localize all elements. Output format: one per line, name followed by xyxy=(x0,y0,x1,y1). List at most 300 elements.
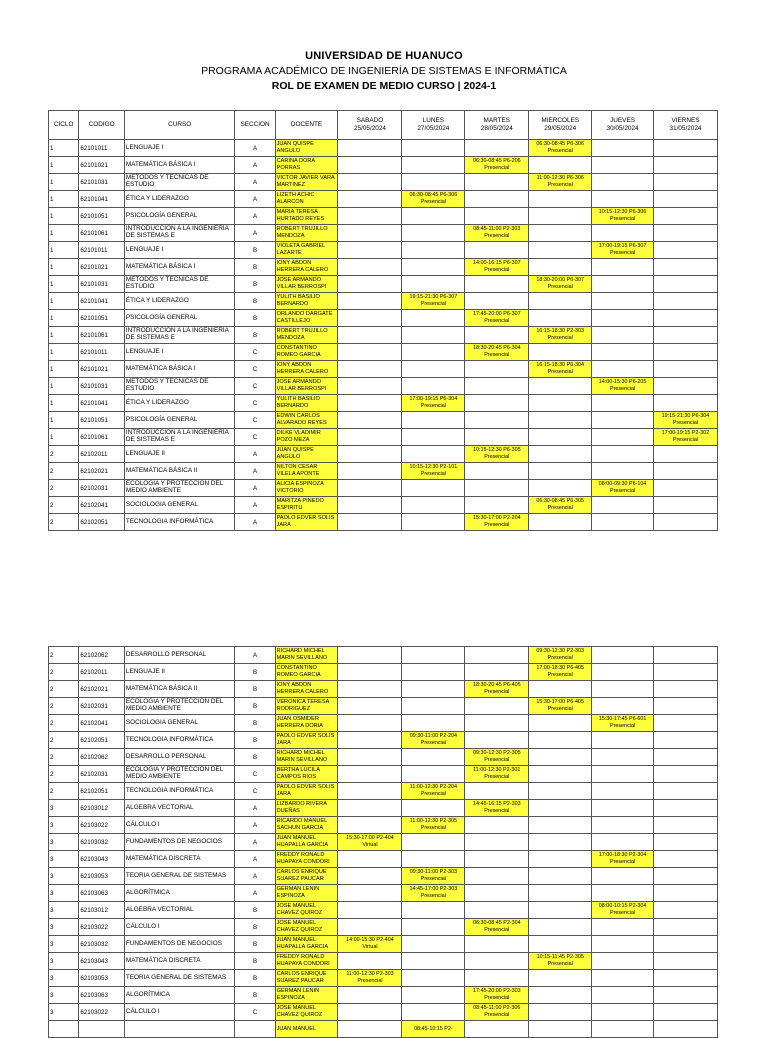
cell-ciclo: 2 xyxy=(49,497,79,514)
cell-exam-slot xyxy=(592,395,654,412)
cell-exam-slot xyxy=(592,1021,654,1038)
cell-ciclo: 3 xyxy=(49,851,79,868)
table-row xyxy=(49,868,718,885)
cell-seccion: A xyxy=(235,497,275,514)
cell-ciclo: 1 xyxy=(49,191,79,208)
cell-exam-slot xyxy=(338,953,402,970)
cell-docente: YULITH BASILIO BERNARDO xyxy=(275,293,338,310)
col-day-viernes xyxy=(653,111,717,140)
cell-seccion: A xyxy=(235,647,275,664)
cell-exam-slot xyxy=(592,766,654,783)
cell-ciclo: 1 xyxy=(49,361,79,378)
cell-exam-slot: 06:30-08:45 P6-206 Presencial xyxy=(465,157,529,174)
cell-exam-slot xyxy=(653,225,717,242)
cell-docente: ORLANDO DARGATE CASTILLEJO xyxy=(275,310,338,327)
cell-exam-slot: 06:30-08:45 P6-306 Presencial xyxy=(402,191,465,208)
cell-codigo: 62101011 xyxy=(79,242,125,259)
cell-seccion: B xyxy=(235,310,275,327)
cell-exam-slot xyxy=(338,293,402,310)
cell-codigo: 62101061 xyxy=(79,327,125,344)
cell-codigo: 62101061 xyxy=(79,429,125,446)
cell-codigo: 62101031 xyxy=(79,276,125,293)
cell-exam-slot xyxy=(529,395,592,412)
cell-curso: MATEMÁTICA DISCRETA xyxy=(124,953,235,970)
cell-ciclo: 1 xyxy=(49,140,79,157)
cell-curso: PSICOLOGÍA GENERAL xyxy=(124,208,235,225)
cell-exam-slot xyxy=(592,327,654,344)
cell-docente: JUAN OSMIDER HERRERA DORIA xyxy=(275,715,338,732)
cell-exam-slot xyxy=(653,902,717,919)
cell-curso: LENGUAJE I xyxy=(124,242,235,259)
cell-codigo: 62103012 xyxy=(79,800,125,817)
cell-exam-slot xyxy=(465,732,529,749)
cell-exam-slot xyxy=(653,242,717,259)
cell-seccion: A xyxy=(235,140,275,157)
table-row xyxy=(49,225,718,242)
cell-exam-slot xyxy=(338,242,402,259)
cell-docente: LIZBARDO RIVERA DUEÑAS xyxy=(275,800,338,817)
cell-exam-slot: 15:30-17:00 P6-405 Presencial xyxy=(529,698,592,715)
cell-seccion: C xyxy=(235,783,275,800)
cell-codigo: 62102051 xyxy=(79,732,125,749)
cell-exam-slot xyxy=(338,157,402,174)
table-body-1 xyxy=(49,140,718,531)
day-date: 28/05/2024 xyxy=(480,125,513,132)
cell-exam-slot xyxy=(465,361,529,378)
cell-exam-slot xyxy=(402,412,465,429)
cell-exam-slot xyxy=(338,378,402,395)
cell-docente: ROBERT TRUJILLO MENDOZA xyxy=(275,225,338,242)
day-date: 31/05/2024 xyxy=(669,125,702,132)
cell-codigo: 62103022 xyxy=(79,919,125,936)
cell-exam-slot xyxy=(338,361,402,378)
cell-exam-slot xyxy=(653,647,717,664)
cell-ciclo: 3 xyxy=(49,987,79,1004)
cell-codigo: 62102021 xyxy=(79,681,125,698)
cell-ciclo: 3 xyxy=(49,1004,79,1021)
cell-ciclo: 1 xyxy=(49,208,79,225)
cell-exam-slot xyxy=(529,293,592,310)
cell-ciclo: 1 xyxy=(49,344,79,361)
cell-exam-slot xyxy=(402,310,465,327)
cell-codigo: 62102011 xyxy=(79,664,125,681)
cell-exam-slot xyxy=(592,919,654,936)
cell-docente: GERMAN LENIN ESPINOZA xyxy=(275,885,338,902)
cell-exam-slot xyxy=(653,919,717,936)
cell-exam-slot: 14:45-16:15 P2-303 Presencial xyxy=(465,800,529,817)
table-row xyxy=(49,851,718,868)
cell-exam-slot xyxy=(402,140,465,157)
cell-seccion: C xyxy=(235,766,275,783)
cell-exam-slot xyxy=(592,783,654,800)
cell-codigo: 62103063 xyxy=(79,987,125,1004)
table-row xyxy=(49,446,718,463)
cell-exam-slot xyxy=(465,834,529,851)
cell-exam-slot xyxy=(465,140,529,157)
cell-exam-slot xyxy=(402,157,465,174)
cell-docente: CARLOS ENRIQUE SUAREZ PAUCAR xyxy=(275,868,338,885)
cell-codigo: 62103022 xyxy=(79,817,125,834)
cell-exam-slot xyxy=(338,800,402,817)
cell-exam-slot xyxy=(592,497,654,514)
cell-exam-slot xyxy=(465,293,529,310)
cell-seccion: B xyxy=(235,919,275,936)
cell-seccion: B xyxy=(235,732,275,749)
cell-exam-slot xyxy=(402,259,465,276)
cell-exam-slot xyxy=(402,715,465,732)
cell-docente: BERTHA LUCILA CAMPOS RIOS xyxy=(275,766,338,783)
cell-exam-slot xyxy=(592,800,654,817)
cell-exam-slot xyxy=(653,327,717,344)
cell-exam-slot xyxy=(592,225,654,242)
cell-codigo: 62101021 xyxy=(79,259,125,276)
cell-exam-slot xyxy=(338,664,402,681)
cell-exam-slot xyxy=(592,987,654,1004)
table-row xyxy=(49,310,718,327)
cell-exam-slot xyxy=(592,817,654,834)
cell-docente: CARLOS ENRIQUE SUAREZ PAUCAR xyxy=(275,970,338,987)
cell-exam-slot xyxy=(402,497,465,514)
cell-seccion: B xyxy=(235,242,275,259)
cell-exam-slot xyxy=(402,953,465,970)
cell-codigo: 62102031 xyxy=(79,480,125,497)
cell-exam-slot xyxy=(338,140,402,157)
cell-ciclo: 2 xyxy=(49,446,79,463)
table-row xyxy=(49,208,718,225)
cell-curso: DESARROLLO PERSONAL xyxy=(124,749,235,766)
cell-exam-slot: 09:30-12:30 P2-303 Presencial xyxy=(529,647,592,664)
cell-exam-slot xyxy=(402,766,465,783)
cell-seccion: B xyxy=(235,970,275,987)
cell-exam-slot xyxy=(653,378,717,395)
cell-exam-slot xyxy=(529,157,592,174)
cell-codigo: 62102062 xyxy=(79,749,125,766)
cell-ciclo: 2 xyxy=(49,681,79,698)
cell-curso: ECOLOGIA Y PROTECCION DEL MEDIO AMBIENTE xyxy=(124,480,235,497)
cell-exam-slot xyxy=(402,446,465,463)
table-row xyxy=(49,361,718,378)
cell-exam-slot xyxy=(529,378,592,395)
cell-seccion: A xyxy=(235,514,275,531)
cell-docente: RICHARD MICHEL MARIN SEVILLANO xyxy=(275,749,338,766)
cell-exam-slot xyxy=(402,361,465,378)
cell-seccion: C xyxy=(235,429,275,446)
day-name: MIERCOLES xyxy=(541,117,580,124)
table-body-2 xyxy=(49,647,718,1038)
cell-exam-slot xyxy=(592,514,654,531)
cell-exam-slot: 18:30-20:00 P6-307 Presencial xyxy=(529,276,592,293)
col-docente: DOCENTE xyxy=(275,111,338,140)
cell-exam-slot xyxy=(338,681,402,698)
cell-seccion: C xyxy=(235,344,275,361)
cell-exam-slot xyxy=(529,681,592,698)
cell-curso: MATEMÁTICA BÁSICA I xyxy=(124,361,235,378)
cell-exam-slot xyxy=(653,157,717,174)
cell-ciclo: 2 xyxy=(49,749,79,766)
cell-seccion: A xyxy=(235,834,275,851)
cell-exam-slot: 11:00-12:30 P6-306 Presencial xyxy=(529,174,592,191)
cell-curso: FUNDAMENTOS DE NEGOCIOS xyxy=(124,834,235,851)
cell-curso: METODOS Y TECNICAS DE ESTUDIO xyxy=(124,378,235,395)
cell-seccion: C xyxy=(235,378,275,395)
cell-exam-slot xyxy=(592,970,654,987)
col-day-martes xyxy=(465,111,529,140)
cell-exam-slot xyxy=(338,698,402,715)
table-row xyxy=(49,749,718,766)
day-date: 29/05/2024 xyxy=(544,125,577,132)
cell-codigo: 62101031 xyxy=(79,378,125,395)
cell-exam-slot: 17:00-19:15 P6-304 Presencial xyxy=(402,395,465,412)
cell-exam-slot: 16:15-18:30 P2-303 Presencial xyxy=(529,327,592,344)
cell-exam-slot: 14:00-15:30 P6-205 Presencial xyxy=(592,378,654,395)
cell-curso: SOCIOLOGIA GENERAL xyxy=(124,715,235,732)
cell-exam-slot xyxy=(653,732,717,749)
cell-docente: JOSE ARMANDO VILLAR BERROSPI xyxy=(275,276,338,293)
cell-exam-slot xyxy=(338,1021,402,1038)
table-row xyxy=(49,344,718,361)
cell-seccion: C xyxy=(235,412,275,429)
cell-curso: ALGORÍTMICA xyxy=(124,885,235,902)
cell-exam-slot xyxy=(592,140,654,157)
cell-exam-slot xyxy=(653,480,717,497)
cell-docente: LIZETH ACHIC ALARCON xyxy=(275,191,338,208)
cell-docente: JOSE ARMANDO VILLAR BERROSPI xyxy=(275,378,338,395)
cell-exam-slot xyxy=(529,191,592,208)
day-name: LUNES xyxy=(422,117,445,124)
cell-curso: ECOLOGIA Y PROTECCION DEL MEDIO AMBIENTE xyxy=(124,766,235,783)
cell-exam-slot xyxy=(529,225,592,242)
cell-exam-slot xyxy=(653,953,717,970)
cell-ciclo xyxy=(49,1021,79,1038)
cell-ciclo: 2 xyxy=(49,698,79,715)
col-day-jueves xyxy=(592,111,654,140)
col-seccion: SECCION xyxy=(235,111,275,140)
cell-exam-slot xyxy=(402,851,465,868)
col-curso: CURSO xyxy=(124,111,235,140)
cell-curso: DESARROLLO PERSONAL xyxy=(124,647,235,664)
cell-exam-slot xyxy=(592,310,654,327)
cell-exam-slot xyxy=(465,412,529,429)
cell-exam-slot xyxy=(402,429,465,446)
cell-curso: MATEMÁTICA BÁSICA II xyxy=(124,463,235,480)
cell-docente: FREDDY RONALD HUAPAYA CONDORI xyxy=(275,851,338,868)
cell-exam-slot: 09:30-11:00 P2-303 Presencial xyxy=(402,868,465,885)
cell-exam-slot xyxy=(653,1021,717,1038)
cell-seccion: B xyxy=(235,902,275,919)
cell-exam-slot xyxy=(402,208,465,225)
cell-exam-slot xyxy=(653,208,717,225)
cell-exam-slot xyxy=(465,208,529,225)
cell-exam-slot xyxy=(338,749,402,766)
cell-exam-slot xyxy=(592,157,654,174)
cell-codigo: 62101021 xyxy=(79,361,125,378)
cell-docente: MARIA TERESA HURTADO REYES xyxy=(275,208,338,225)
cell-exam-slot xyxy=(653,1004,717,1021)
cell-exam-slot xyxy=(338,715,402,732)
exam-schedule-table-2 xyxy=(48,646,718,1038)
cell-docente: YULITH BASILIO BERNARDO xyxy=(275,395,338,412)
cell-exam-slot xyxy=(338,344,402,361)
cell-exam-slot xyxy=(402,242,465,259)
cell-curso: ALGORÍTMICA xyxy=(124,987,235,1004)
cell-exam-slot: 06:30-08:45 P2-304 Presencial xyxy=(465,919,529,936)
cell-codigo: 62103063 xyxy=(79,885,125,902)
cell-curso xyxy=(124,1021,235,1038)
program-name: PROGRAMA ACADÉMICO DE INGENIERÍA DE SISTEMAS E INFORMÁTICA xyxy=(201,65,567,77)
cell-exam-slot xyxy=(402,800,465,817)
cell-docente: JUAN QUISPE ANGULO xyxy=(275,446,338,463)
cell-exam-slot: 14:00-15:30 P2-404 Virtual xyxy=(338,936,402,953)
cell-exam-slot xyxy=(465,429,529,446)
cell-curso: METODOS Y TECNICAS DE ESTUDIO xyxy=(124,276,235,293)
cell-exam-slot xyxy=(338,412,402,429)
cell-exam-slot xyxy=(465,276,529,293)
cell-exam-slot xyxy=(653,514,717,531)
cell-exam-slot xyxy=(653,783,717,800)
document-header xyxy=(0,50,768,93)
cell-ciclo: 3 xyxy=(49,919,79,936)
cell-exam-slot xyxy=(529,800,592,817)
cell-exam-slot xyxy=(592,446,654,463)
cell-exam-slot xyxy=(338,851,402,868)
cell-exam-slot xyxy=(653,766,717,783)
cell-exam-slot xyxy=(653,664,717,681)
cell-seccion: B xyxy=(235,681,275,698)
cell-exam-slot xyxy=(338,310,402,327)
cell-exam-slot: 14:00-16:15 P6-307 Presencial xyxy=(465,259,529,276)
cell-codigo: 62101031 xyxy=(79,174,125,191)
cell-curso: PSICOLOGÍA GENERAL xyxy=(124,310,235,327)
cell-exam-slot: 11:00-12:30 P2-301 Presencial xyxy=(465,766,529,783)
col-day-sabado xyxy=(338,111,402,140)
cell-exam-slot: 09:30-11:00 P2-204 Presencial xyxy=(402,732,465,749)
cell-docente: RICHARD MICHEL MARIN SEVILLANO xyxy=(275,647,338,664)
col-ciclo: CICLO xyxy=(49,111,79,140)
cell-seccion: A xyxy=(235,157,275,174)
cell-exam-slot xyxy=(529,987,592,1004)
table-row xyxy=(49,412,718,429)
cell-exam-slot xyxy=(653,868,717,885)
cell-exam-slot: 08:00-10:15 P2-304 Presencial xyxy=(592,902,654,919)
cell-curso: LENGUAJE I xyxy=(124,140,235,157)
cell-ciclo: 1 xyxy=(49,293,79,310)
cell-ciclo: 1 xyxy=(49,276,79,293)
cell-exam-slot xyxy=(465,463,529,480)
col-day-lunes xyxy=(402,111,465,140)
cell-exam-slot xyxy=(402,378,465,395)
exam-schedule-table-1 xyxy=(48,110,718,531)
cell-exam-slot xyxy=(529,902,592,919)
cell-exam-slot xyxy=(338,732,402,749)
cell-docente: MARITZA PINEDO ESPIRITU xyxy=(275,497,338,514)
cell-exam-slot xyxy=(592,749,654,766)
cell-exam-slot xyxy=(653,800,717,817)
cell-exam-slot xyxy=(592,463,654,480)
table-row xyxy=(49,698,718,715)
cell-exam-slot xyxy=(529,732,592,749)
cell-codigo: 62103032 xyxy=(79,936,125,953)
cell-exam-slot xyxy=(338,208,402,225)
cell-exam-slot xyxy=(653,698,717,715)
cell-exam-slot xyxy=(529,208,592,225)
cell-seccion: B xyxy=(235,276,275,293)
cell-curso: CÁLCULO I xyxy=(124,817,235,834)
cell-exam-slot xyxy=(653,497,717,514)
cell-exam-slot: 15:30-17:00 P2-204 Presencial xyxy=(465,514,529,531)
cell-exam-slot xyxy=(529,766,592,783)
cell-exam-slot xyxy=(592,681,654,698)
cell-curso: MATEMÁTICA BÁSICA I xyxy=(124,259,235,276)
cell-exam-slot xyxy=(402,514,465,531)
cell-exam-slot xyxy=(653,446,717,463)
cell-exam-slot xyxy=(465,885,529,902)
cell-seccion: B xyxy=(235,293,275,310)
cell-exam-slot xyxy=(653,715,717,732)
cell-curso: SOCIOLOGIA GENERAL xyxy=(124,497,235,514)
cell-exam-slot: 06:30-08:45 P6-306 Presencial xyxy=(529,140,592,157)
cell-exam-slot: 14:45-17:00 P2-303 Presencial xyxy=(402,885,465,902)
table-row xyxy=(49,970,718,987)
cell-exam-slot xyxy=(653,140,717,157)
cell-exam-slot: 15:30-17:45 P6-601 Presencial xyxy=(592,715,654,732)
cell-seccion: B xyxy=(235,936,275,953)
cell-codigo: 62102011 xyxy=(79,446,125,463)
cell-ciclo: 1 xyxy=(49,327,79,344)
cell-docente: DILKE VLADIMIR POZO MEZA xyxy=(275,429,338,446)
cell-exam-slot xyxy=(653,191,717,208)
cell-exam-slot xyxy=(529,344,592,361)
cell-exam-slot xyxy=(402,327,465,344)
cell-exam-slot xyxy=(653,749,717,766)
cell-exam-slot xyxy=(338,259,402,276)
cell-curso: FUNDAMENTOS DE NEGOCIOS xyxy=(124,936,235,953)
cell-ciclo: 1 xyxy=(49,429,79,446)
cell-exam-slot xyxy=(529,919,592,936)
cell-exam-slot: 17:45-20:00 P2-303 Presencial xyxy=(465,987,529,1004)
table-row xyxy=(49,514,718,531)
cell-curso: TECNOLOGIA INFORMÁTICA xyxy=(124,783,235,800)
cell-exam-slot xyxy=(338,395,402,412)
cell-curso: PSICOLOGÍA GENERAL xyxy=(124,412,235,429)
table-row xyxy=(49,293,718,310)
cell-exam-slot xyxy=(653,174,717,191)
cell-seccion: A xyxy=(235,480,275,497)
day-name: MARTES xyxy=(483,117,511,124)
cell-exam-slot xyxy=(338,480,402,497)
cell-exam-slot xyxy=(402,698,465,715)
cell-exam-slot xyxy=(465,868,529,885)
cell-exam-slot xyxy=(338,497,402,514)
cell-exam-slot xyxy=(529,463,592,480)
cell-exam-slot xyxy=(653,259,717,276)
cell-exam-slot xyxy=(465,936,529,953)
cell-exam-slot xyxy=(402,834,465,851)
table-row xyxy=(49,140,718,157)
table-row xyxy=(49,242,718,259)
cell-exam-slot xyxy=(465,953,529,970)
table-row xyxy=(49,276,718,293)
cell-docente: JOSE MANUEL CHAVEZ QUIROZ xyxy=(275,902,338,919)
cell-exam-slot xyxy=(653,970,717,987)
cell-codigo: 62103043 xyxy=(79,851,125,868)
cell-exam-slot xyxy=(465,783,529,800)
cell-codigo: 62101051 xyxy=(79,412,125,429)
cell-exam-slot xyxy=(592,664,654,681)
cell-exam-slot xyxy=(402,987,465,1004)
table-row xyxy=(49,664,718,681)
cell-seccion: A xyxy=(235,174,275,191)
cell-exam-slot xyxy=(402,902,465,919)
